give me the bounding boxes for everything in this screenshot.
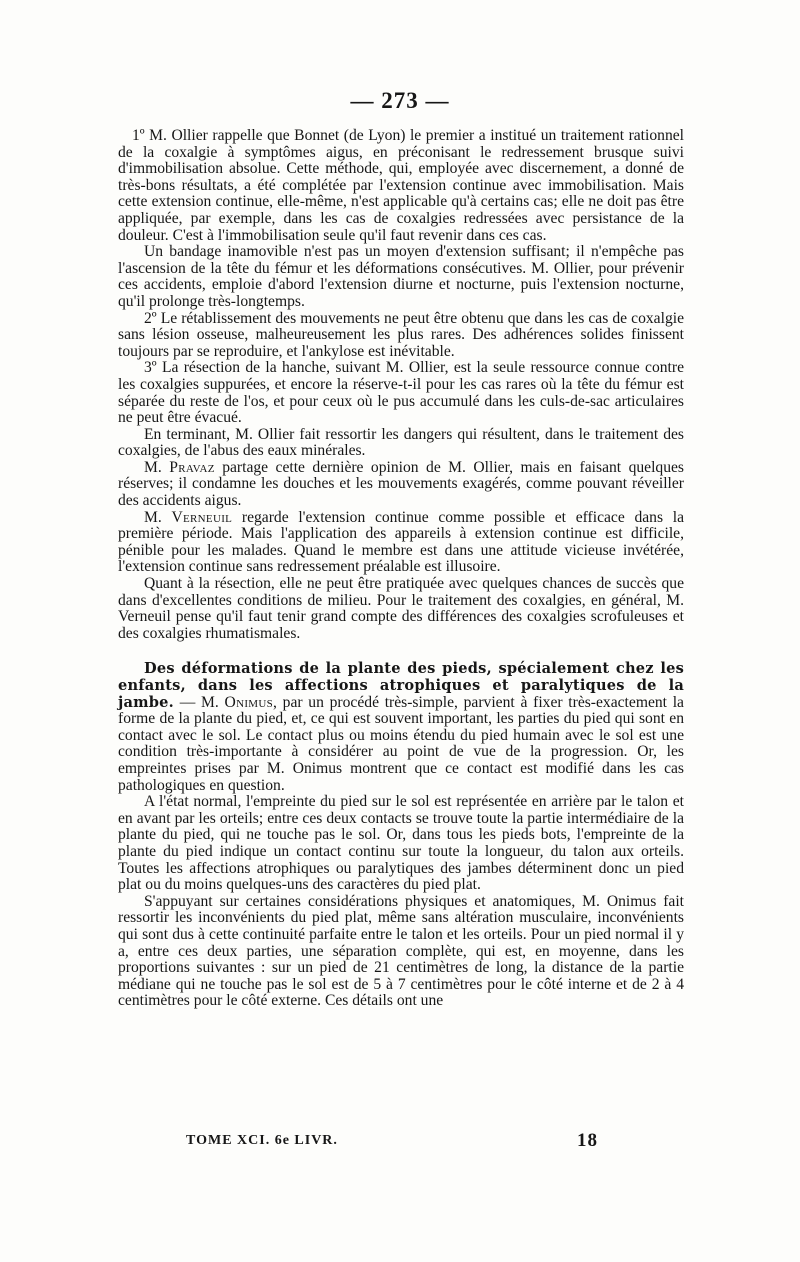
paragraph-ollier-1 — [118, 128, 684, 244]
page-number: — 273 — — [350, 88, 450, 113]
paragraph-verneuil — [118, 510, 684, 576]
author-name-verneuil: Verneuil — [171, 508, 233, 526]
paragraph-text: 3º La résection de la hanche, suivant M. Ollier, est la seule ressource connue contre les coxalgies suppurées, et encore la réserve-t-il pour les cas rares où la tête du fémur est séparée du reste de l'os, et pour ceux où le pus accumulé dans les culs-de-sac articulaires ne peut être évacué. — [118, 359, 684, 427]
paragraph-resection — [118, 576, 684, 642]
paragraph-etat-normal — [118, 794, 684, 894]
page-footer — [186, 1130, 598, 1153]
paragraph-lead: M. — [144, 508, 172, 526]
paragraph-text: , par un procédé très-simple, parvient à fixer très-exactement la forme de la plante du pied, et, ce qui est souvent important, les parties du pied qui sont en contact avec le sol. Le contact plus ou moins étendu du pied humain avec le sol est une condition très-importante à considérer au point de vue de la progression. Or, les empreintes prises par M. Onimus montrent que ce contact est modifié dans les cas pathologiques en question. — [118, 693, 684, 794]
paragraph-pied-plat — [118, 894, 684, 1010]
sheet-number: 18 — [577, 1130, 598, 1151]
paragraph-ollier-conclusion — [118, 427, 684, 460]
paragraph-text: 1º M. Ollier rappelle que Bonnet (de Lyon) le premier a institué un traitement rationnel de la coxalgie à symptômes aigus, en préconisant le redressement brusque suivi d'immobilisation absolue. Cette méthode, qui, employée avec discernement, a donné de très-bons résultats, a été complétée par l'extension continue avec immobilisation. Mais cette extension continue, elle-même, n'est applicable qu'à certains cas; elle ne doit pas être appliquée, par exemple, dans les cas de coxalgies redressées avec persistance de la douleur. C'est à l'immobilisation seule qu'il faut revenir dans ces cas. — [118, 127, 684, 244]
paragraph-lead: — M. — [173, 693, 225, 711]
paragraph-text: A l'état normal, l'empreinte du pied sur le sol est représentée en arrière par le talon et en avant par les orteils; entre ces deux contacts se trouve toute la partie intermédiaire de la plante du pied, qui ne touche pas le sol. Or, dans tous les pieds bots, l'empreinte de la plante du pied indique un contact continu sur toute la longueur, du talon aux orteils. Toutes les affections atrophiques ou paralytiques des jambes déterminent donc un pied plat ou du moins quelques-uns des caractères du pied plat. — [118, 793, 684, 894]
paragraph-text: Quant à la résection, elle ne peut être pratiquée avec quelques chances de succès que dans d'excellentes conditions de milieu. Pour le traitement des coxalgies, en général, M. Verneuil pense qu'il faut tenir grand compte des différences des coxalgies scrofuleuses et des coxalgies rhumatismales. — [118, 575, 684, 642]
paragraph-ollier-bandage — [118, 244, 684, 310]
body-text — [118, 128, 684, 1010]
paragraph-onimus-section — [118, 661, 684, 794]
author-name-pravaz: Pravaz — [169, 458, 215, 476]
paragraph-text: Un bandage inamovible n'est pas un moyen d'extension suffisant; il n'empêche pas l'ascension de la tête du fémur et les déformations consécutives. M. Ollier, pour prévenir ces accidents, emploie d'abord l'extension diurne et nocturne, puis l'extension nocturne, qu'il prolonge très-longtemps. — [118, 243, 684, 310]
paragraph-lead: M. — [144, 458, 170, 476]
paragraph-text: partage cette dernière opinion de M. Ollier, mais en faisant quelques réserves; il condamne les douches et les mouvements exagérés, comme pouvant réveiller des accidents aigus. — [118, 458, 684, 510]
paragraph-ollier-3 — [118, 360, 684, 426]
paragraph-text: regarde l'extension continue comme possible et efficace dans la première période. Mais l'application des appareils à extension continue est difficile, pénible pour les malades. Quand le membre est dans une attitude vicieuse invétérée, l'extension continue sans redressement préalable est illusoire. — [118, 508, 684, 576]
section-heading: Des déformations de la plante des pieds, spécialement chez les enfants, dans les affections atrophiques et paralytiques de la jambe. — [118, 660, 684, 711]
paragraph-text: S'appuyant sur certaines considérations physiques et anatomiques, M. Onimus fait ressortir les inconvénients du pied plat, même sans altération musculaire, inconvénients qui sont dus à cette continuité parfaite entre le talon et les orteils. Pour un pied normal il y a, entre ces deux parties, une séparation complète, qui est, en moyenne, dans les proportions suivantes : sur un pied de 21 centimètres de long, la distance de la partie médiane qui ne touche pas le sol est de 5 à 7 centimètres pour le côté interne et de 2 à 4 centimètres pour le côté externe. Ces détails ont une — [118, 892, 684, 1010]
paragraph-ollier-2 — [118, 311, 684, 361]
paragraph-text: 2º Le rétablissement des mouvements ne peut être obtenu que dans les cas de coxalgie sans lésion osseuse, malheureusement les plus rares. Des adhérences solides finissent toujours par se reproduire, et l'ankylose est inévitable. — [118, 309, 684, 360]
paragraph-text: En terminant, M. Ollier fait ressortir les dangers qui résultent, dans le traitement des coxalgies, de l'abus des eaux minérales. — [118, 425, 684, 460]
author-name-onimus: Onimus — [224, 693, 274, 711]
paragraph-pravaz — [118, 460, 684, 510]
signature-mark: TOME XCI. 6e LIVR. — [186, 1133, 338, 1148]
